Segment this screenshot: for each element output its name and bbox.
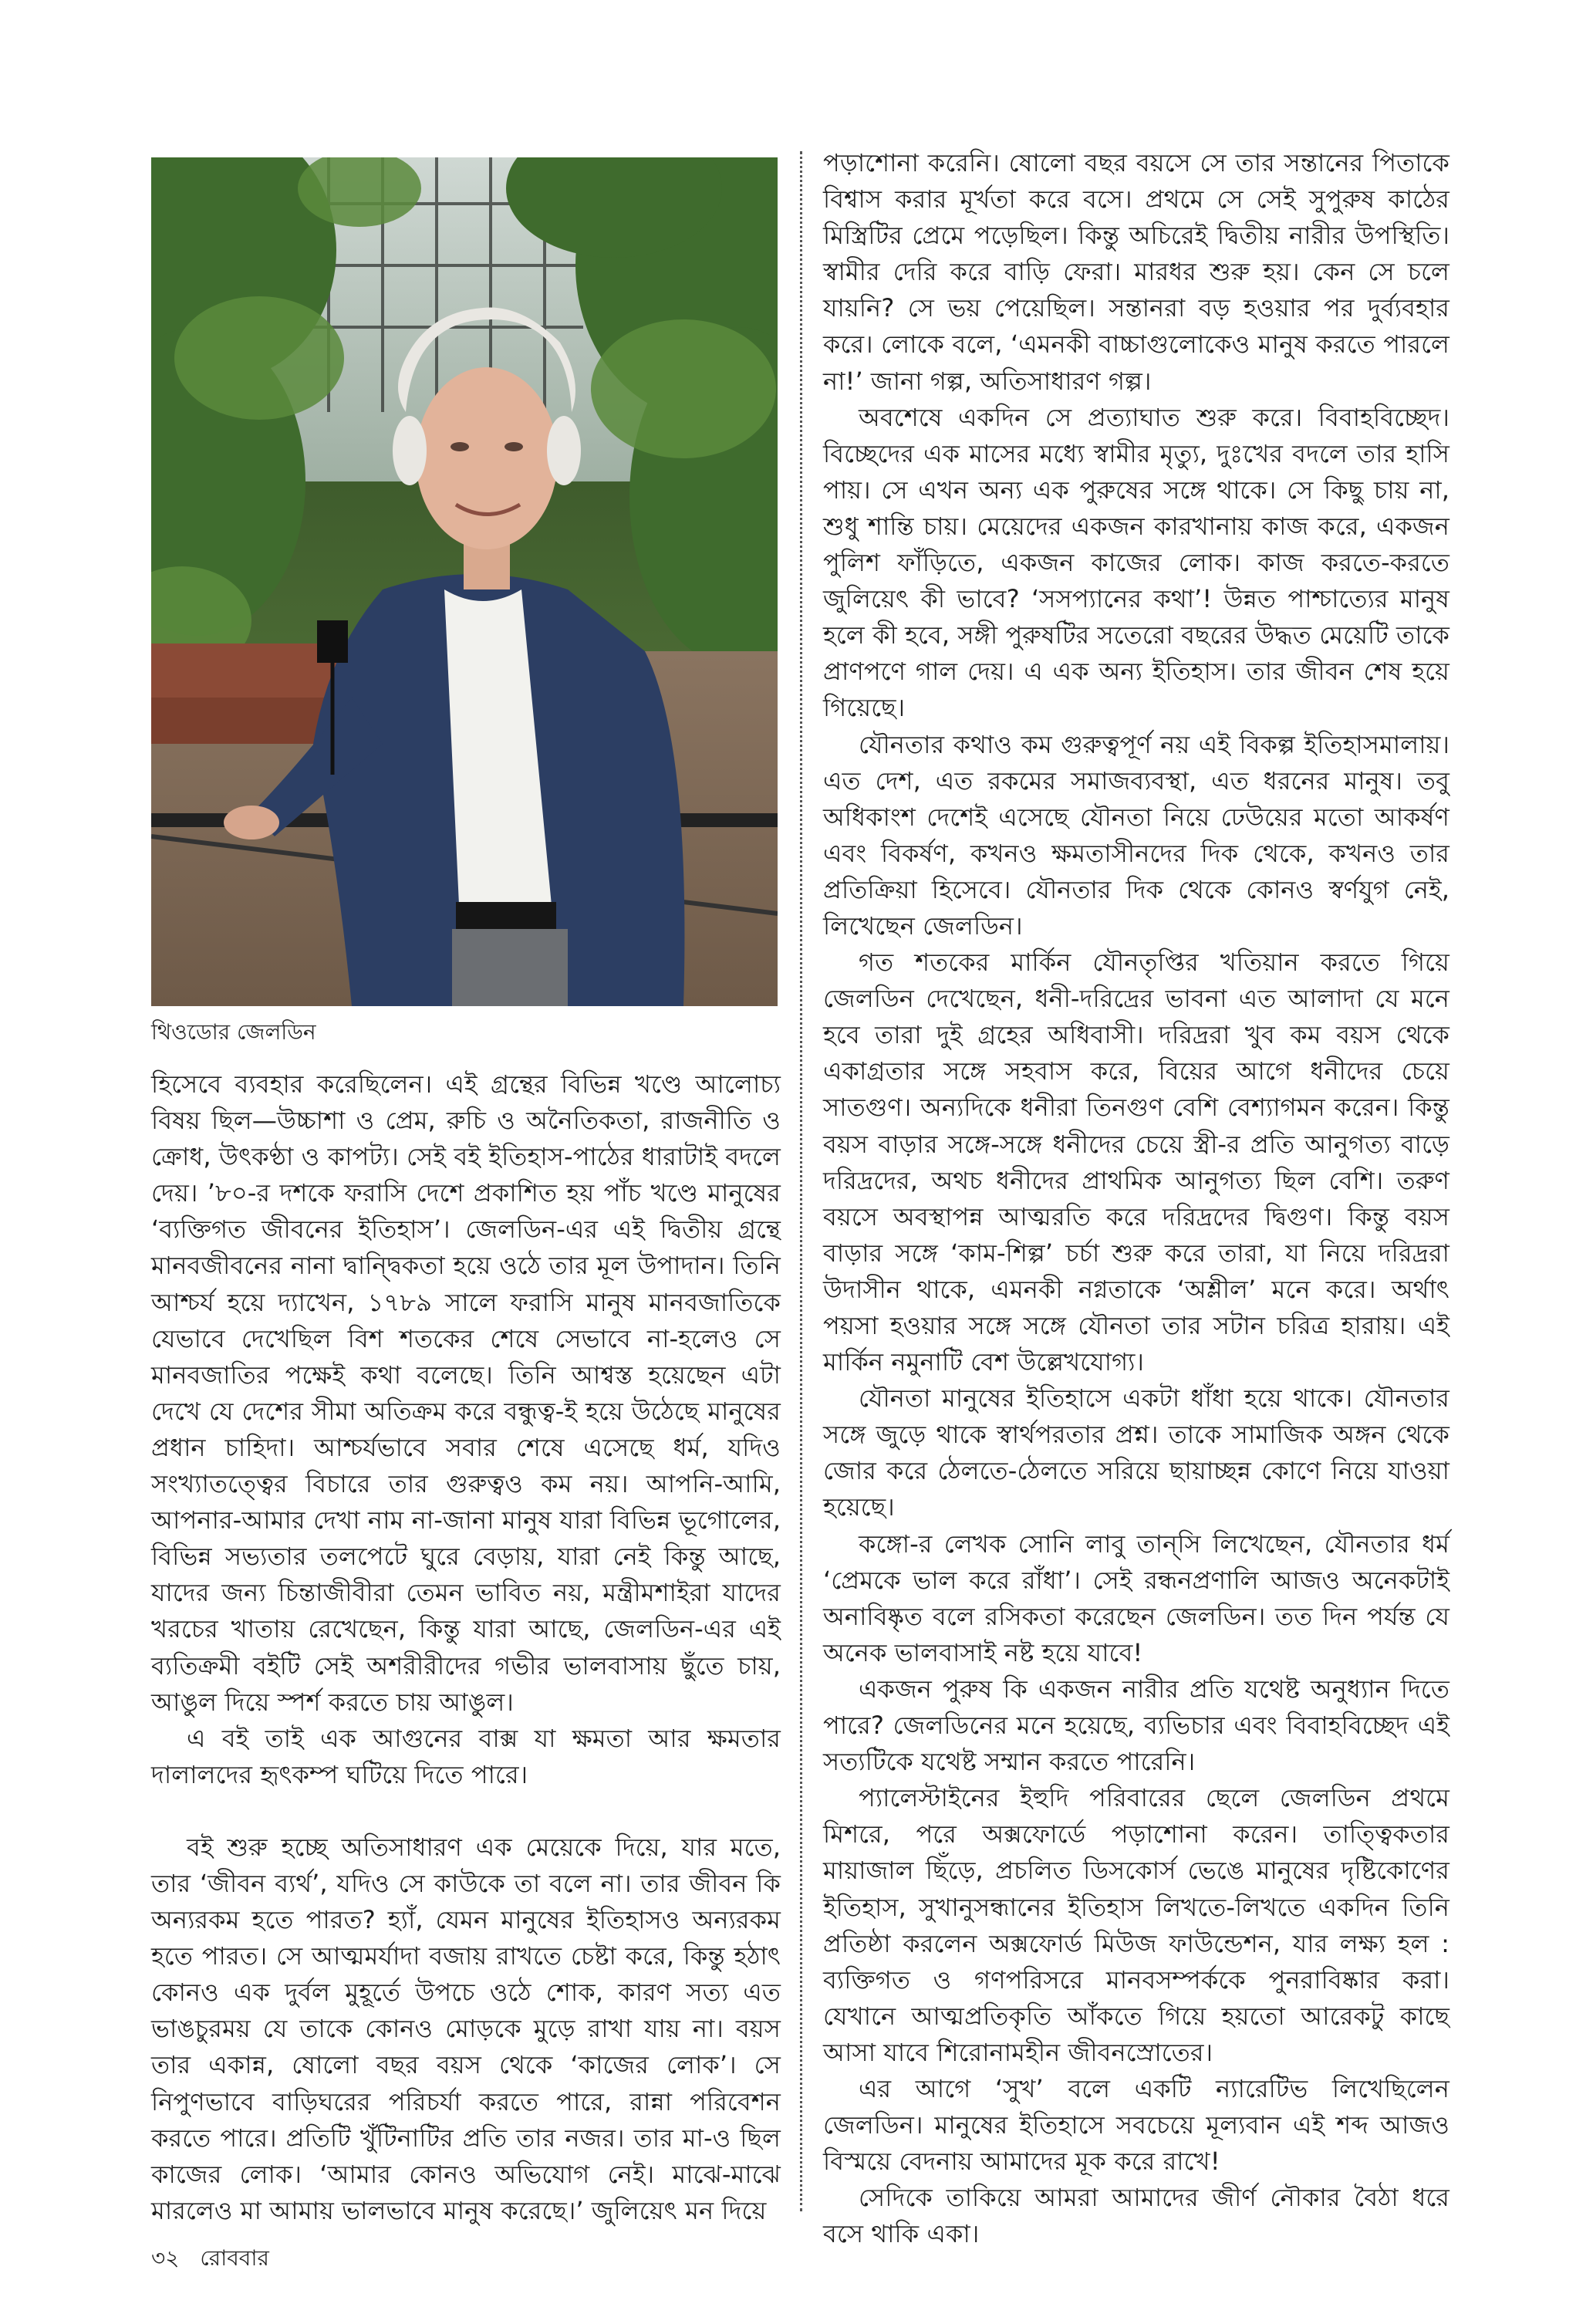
paragraph: গত শতকের মার্কিন যৌনতৃপ্তির খতিয়ান করতে গিয়ে জেলডিন দেখেছেন, ধনী-দরিদ্রের ভাবনা এত আলাদা যে মনে হবে তারা দুই গ্রহের অধিবাসী। দরিদ্ররা খুব কম বয়স থেকে একাগ্রতার সঙ্গে সহবাস করে, বিয়ের আগে ধনীদের চেয়ে সাতগুণ। অন্যদিকে ধনীরা তিনগুণ বেশি বেশ্যাগমন করেন। কিন্তু বয়স বাড়ার সঙ্গে-সঙ্গে ধনীদের চেয়ে স্ত্রী-র প্রতি আনুগত্য বাড়ে দরিদ্রদের, অথচ ধনীদের প্রাথমিক আনুগত্য ছিল বেশি। তরুণ বয়সে অবস্থাপন্ন আত্মরতি করে দরিদ্রদের দ্বিগুণ। কিন্তু বয়স বাড়ার সঙ্গে ‘কাম-শিল্প’ চর্চা শুরু করে তারা, যা নিয়ে দরিদ্ররা উদাসীন থাকে, এমনকী নগ্নতাকে ‘অশ্লীল’ মনে করে। অর্থাৎ পয়সা হওয়ার সঙ্গে সঙ্গে যৌনতা তার সটান চরিত্র হারায়। এই মার্কিন নমুনাটি বেশ উল্লেখযোগ্য। (823, 948, 1449, 1377)
page-number: ৩২ (151, 2245, 180, 2271)
photo-caption: থিওডোর জেলডিন (151, 1019, 316, 1045)
paragraph: এ বই তাই এক আগুনের বাক্স যা ক্ষমতা আর ক্ষমতার দালালদের হৃৎকম্প ঘটিয়ে দিতে পারে। (151, 1723, 781, 1789)
paragraph: পড়াশোনা করেনি। ষোলো বছর বয়সে সে তার সন্তানের পিতাকে বিশ্বাস করার মূর্খতা করে বসে। প্রথমে সে সেই সুপুরুষ কাঠের মিস্ত্রিটির প্রেমে পড়েছিল। কিন্তু অচিরেই দ্বিতীয় নারীর উপস্থিতি। স্বামীর দেরি করে বাড়ি ফেরা। মারধর শুরু হয়। কেন সে চলে যায়নি? সে ভয় পেয়েছিল। সন্তানরা বড় হওয়ার পর দুর্ব্যবহার করে। লোকে বলে, ‘এমনকী বাচ্চাগুলোকেও মানুষ করতে পারলে না!’ জানা গল্প, অতিসাধারণ গল্প। (823, 148, 1449, 396)
paragraph: যৌনতা মানুষের ইতিহাসে একটা ধাঁধা হয়ে থাকে। যৌনতার সঙ্গে জুড়ে থাকে স্বার্থপরতার প্রশ্ন। তাকে সামাজিক অঙ্গন থেকে জোর করে ঠেলতে-ঠেলতে সরিয়ে ছায়াচ্ছন্ন কোণে নিয়ে যাওয়া হয়েছে। (823, 1383, 1449, 1522)
paragraph: বই শুরু হচ্ছে অতিসাধারণ এক মেয়েকে দিয়ে, যার মতে, তার ‘জীবন ব্যর্থ’, যদিও সে কাউকে তা বলে না। তার জীবন কি অন্যরকম হতে পারত? হ্যাঁ, যেমন মানুষের ইতিহাসও অন্যরকম হতে পারত। সে আত্মমর্যাদা বজায় রাখতে চেষ্টা করে, কিন্তু হঠাৎ কোনও এক দুর্বল মুহূর্তে উপচে ওঠে শোক, কারণ সত্য এত ভাঙচুরময় যে তাকে কোনও মোড়কে মুড়ে রাখা যায় না। বয়স তার একান্ন, ষোলো বছর বয়স থেকে ‘কাজের লোক’। সে নিপুণভাবে বাড়িঘরের পরিচর্যা করতে পারে, রান্না পরিবেশন করতে পারে। প্রতিটি খুঁটিনাটির প্রতি তার নজর। তার মা-ও ছিল কাজের লোক। ‘আমার কোনও অভিযোগ নেই। মাঝে-মাঝে মারলেও মা আমায় ভালভাবে মানুষ করেছে।’ জুলিয়েৎ মন দিয়ে (151, 1832, 781, 2225)
paragraph: প্যালেস্টাইনের ইহুদি পরিবারের ছেলে জেলডিন প্রথমে মিশরে, পরে অক্সফোর্ডে পড়াশোনা করেন। তাত্ত্বিকতার মায়াজাল ছিঁড়ে, প্রচলিত ডিসকোর্স ভেঙে মানুষের দৃষ্টিকোণের ইতিহাস, সুখানুসন্ধানের ইতিহাস লিখতে-লিখতে একদিন তিনি প্রতিষ্ঠা করলেন অক্সফোর্ড মিউজ ফাউন্ডেশন, যার লক্ষ্য হল : ব্যক্তিগত ও গণপরিসরে মানবসম্পর্ককে পুনরাবিষ্কার করা। যেখানে আত্মপ্রতিকৃতি আঁকতে গিয়ে হয়তো আরেকটু কাছে আসা যাবে শিরোনামহীন জীবনস্রোতের। (823, 1783, 1449, 2067)
paragraph: একজন পুরুষ কি একজন নারীর প্রতি যথেষ্ট অনুধ্যান দিতে পারে? জেলডিনের মনে হয়েছে, ব্যভিচার এবং বিবাহবিচ্ছেদ এই সত্যটিকে যথেষ্ট সম্মান করতে পারেনি। (823, 1674, 1449, 1777)
page-footer (151, 2243, 269, 2274)
portrait-photo (151, 157, 778, 1006)
paragraph: এর আগে ‘সুখ’ বলে একটি ন্যারেটিভ লিখেছিলেন জেলডিন। মানুষের ইতিহাসে সবচেয়ে মূল্যবান এই শব্দ আজও বিস্ময়ে বেদনায় আমাদের মূক করে রাখে! (823, 2073, 1449, 2177)
paragraph: সেদিকে তাকিয়ে আমরা আমাদের জীর্ণ নৌকার বৈঠা ধরে বসে থাকি একা। (823, 2183, 1449, 2249)
paragraph: অবশেষে একদিন সে প্রত্যাঘাত শুরু করে। বিবাহবিচ্ছেদ। বিচ্ছেদের এক মাসের মধ্যে স্বামীর মৃত্যু, দুঃখের বদলে তার হাসি পায়। সে এখন অন্য এক পুরুষের সঙ্গে থাকে। সে কিছু চায় না, শুধু শান্তি চায়। মেয়েদের একজন কারখানায় কাজ করে, একজন পুলিশ ফাঁড়িতে, একজন কাজের লোক। কাজ করতে-করতে জুলিয়েৎ কী ভাবে? ‘সসপ্যানের কথা’! উন্নত পাশ্চাত্যের মানুষ হলে কী হবে, সঙ্গী পুরুষটির সতেরো বছরের উদ্ধত মেয়েটি তাকে প্রাণপণে গাল দেয়। এ এক অন্য ইতিহাস। তার জীবন শেষ হয়ে গিয়েছে। (823, 402, 1449, 723)
column-divider (800, 151, 802, 2211)
article-column-left (151, 1066, 781, 2229)
magazine-name: রোববার (200, 2245, 269, 2271)
paragraph: কঙ্গো-র লেখক সোনি লাবু তান্‌সি লিখেছেন, যৌনতার ধর্ম ‘প্রেমকে ভাল করে রাঁধা’। সেই রন্ধনপ্রণালি আজও অনেকটাই অনাবিষ্কৃত বলে রসিকতা করেছেন জেলডিন। তত দিন পর্যন্ত যে অনেক ভালবাসাই নষ্ট হয়ে যাবে! (823, 1529, 1449, 1667)
paragraph: যৌনতার কথাও কম গুরুত্বপূর্ণ নয় এই বিকল্প ইতিহাসমালায়। এত দেশ, এত রকমের সমাজব্যবস্থা, এত ধরনের মানুষ। তবু অধিকাংশ দেশেই এসেছে যৌনতা নিয়ে ঢেউয়ের মতো আকর্ষণ এবং বিকর্ষণ, কখনও ক্ষমতাসীনদের দিক থেকে, কখনও তার প্রতিক্রিয়া হিসেবে। যৌনতার দিক থেকে কোনও স্বর্ণযুগ নেই, লিখেছেন জেলডিন। (823, 729, 1449, 941)
portrait-illustration (151, 157, 778, 1006)
article-column-right (823, 145, 1449, 2252)
section-gap (151, 1793, 781, 1829)
paragraph: হিসেবে ব্যবহার করেছিলেন। এই গ্রন্থের বিভিন্ন খণ্ডে আলোচ্য বিষয় ছিল—উচ্চাশা ও প্রেম, রুচি ও অনৈতিকতা, রাজনীতি ও ক্রোধ, উৎকণ্ঠা ও কাপট্য। সেই বই ইতিহাস-পাঠের ধারাটাই বদলে দেয়। ’৮০-র দশকে ফরাসি দেশে প্রকাশিত হয় পাঁচ খণ্ডে মানুষের ‘ব্যক্তিগত জীবনের ইতিহাস’। জেলডিন-এর এই দ্বিতীয় গ্রন্থে মানবজীবনের নানা দ্বান্দ্বিকতা হয়ে ওঠে তার মূল উপাদান। তিনি আশ্চর্য হয়ে দ্যাখেন, ১৭৮৯ সালে ফরাসি মানুষ মানবজাতিকে যেভাবে দেখেছিল বিশ শতকের শেষে সেভাবে না-হলেও সে মানবজাতির পক্ষেই কথা বলেছে। তিনি আশ্বস্ত হয়েছেন এটা দেখে যে দেশের সীমা অতিক্রম করে বন্ধুত্ব-ই হয়ে উঠেছে মানুষের প্রধান চাহিদা। আশ্চর্যভাবে সবার শেষে এসেছে ধর্ম, যদিও সংখ্যাতত্ত্বের বিচারে তার গুরুত্বও কম নয়। আপনি-আমি, আপনার-আমার দেখা নাম না-জানা মানুষ যারা বিভিন্ন ভূগোলের, বিভিন্ন সভ্যতার তলপেটে ঘুরে বেড়ায়, যারা নেই কিন্তু আছে, যাদের জন্য চিন্তাজীবীরা তেমন ভাবিত নয়, মন্ত্রীমশাইরা যাদের খরচের খাতায় রেখেছেন, কিন্তু যারা আছে, জেলডিন-এর এই ব্যতিক্রমী বইটি সেই অশরীরীদের গভীর ভালবাসায় ছুঁতে চায়, আঙুল দিয়ে স্পর্শ করতে চায় আঙুল। (151, 1069, 781, 1717)
